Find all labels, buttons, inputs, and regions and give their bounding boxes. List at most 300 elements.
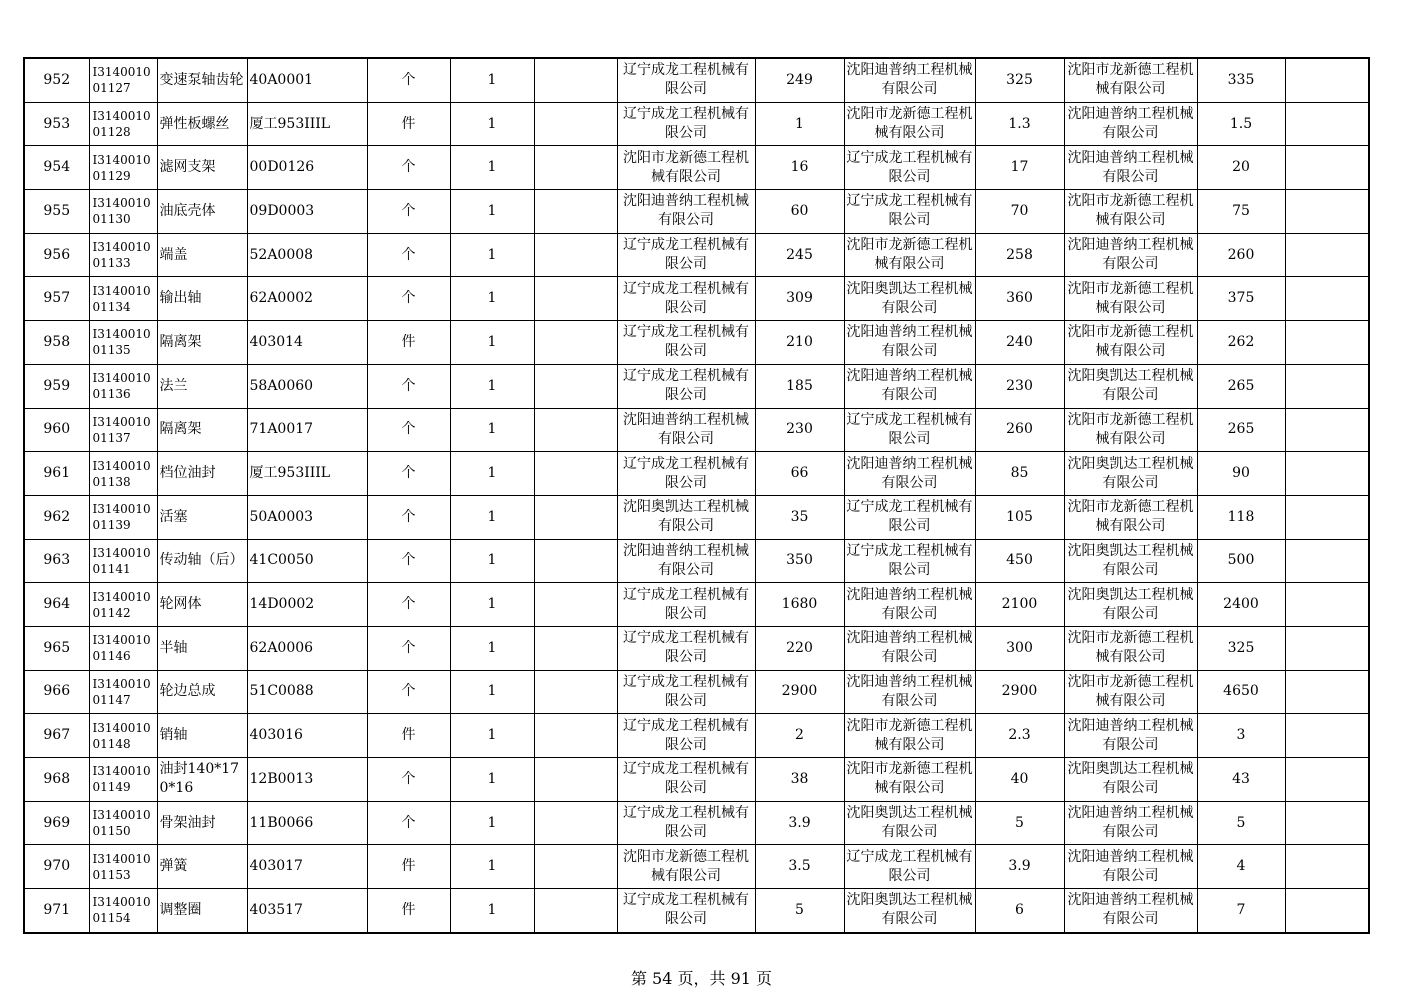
row-number-cell: 955 [24,190,89,234]
item-code-cell: I314001001141 [89,539,157,583]
supplier-2-cell: 辽宁成龙工程机械有限公司 [844,408,975,452]
quantity-cell: 1 [450,408,534,452]
note-cell [534,452,617,496]
table-row [24,670,1369,714]
remark-cell [1285,146,1369,190]
model-cell: 403017 [247,845,367,889]
model-cell: 403517 [247,889,367,933]
row-number-cell: 954 [24,146,89,190]
supplier-1-cell: 沈阳迪普纳工程机械有限公司 [617,190,755,234]
model-cell: 403016 [247,714,367,758]
price-2-cell: 240 [975,321,1064,365]
price-2-cell: 70 [975,190,1064,234]
row-number-cell: 953 [24,102,89,146]
row-number-cell: 967 [24,714,89,758]
supplier-2-cell: 沈阳市龙新德工程机械有限公司 [844,233,975,277]
supplier-3-cell: 沈阳市龙新德工程机械有限公司 [1064,495,1197,539]
supplier-2-cell: 沈阳奥凯达工程机械有限公司 [844,801,975,845]
supplier-1-cell: 辽宁成龙工程机械有限公司 [617,233,755,277]
item-name-cell: 轮网体 [157,583,247,627]
item-name-cell: 弹簧 [157,845,247,889]
price-1-cell: 350 [755,539,844,583]
table-row [24,190,1369,234]
table-row [24,801,1369,845]
price-3-cell: 7 [1197,889,1285,933]
price-2-cell: 230 [975,364,1064,408]
price-2-cell: 260 [975,408,1064,452]
quantity-cell: 1 [450,583,534,627]
item-code-cell: I314001001139 [89,495,157,539]
price-2-cell: 2900 [975,670,1064,714]
note-cell [534,758,617,802]
supplier-3-cell: 沈阳迪普纳工程机械有限公司 [1064,233,1197,277]
remark-cell [1285,102,1369,146]
supplier-2-cell: 沈阳迪普纳工程机械有限公司 [844,452,975,496]
supplier-1-cell: 沈阳迪普纳工程机械有限公司 [617,408,755,452]
note-cell [534,146,617,190]
price-2-cell: 5 [975,801,1064,845]
item-name-cell: 油底壳体 [157,190,247,234]
price-3-cell: 265 [1197,408,1285,452]
quantity-cell: 1 [450,321,534,365]
quantity-cell: 1 [450,190,534,234]
price-3-cell: 325 [1197,626,1285,670]
supplier-1-cell: 辽宁成龙工程机械有限公司 [617,670,755,714]
item-name-cell: 滤网支架 [157,146,247,190]
item-name-cell: 骨架油封 [157,801,247,845]
supplier-1-cell: 沈阳市龙新德工程机械有限公司 [617,146,755,190]
item-code-cell: I314001001138 [89,452,157,496]
supplier-2-cell: 沈阳迪普纳工程机械有限公司 [844,364,975,408]
supplier-2-cell: 沈阳市龙新德工程机械有限公司 [844,102,975,146]
supplier-2-cell: 沈阳迪普纳工程机械有限公司 [844,626,975,670]
price-3-cell: 2400 [1197,583,1285,627]
item-code-cell: I314001001149 [89,758,157,802]
quantity-cell: 1 [450,452,534,496]
model-cell: 51C0088 [247,670,367,714]
price-2-cell: 450 [975,539,1064,583]
row-number-cell: 952 [24,58,89,102]
price-1-cell: 3.5 [755,845,844,889]
supplier-3-cell: 沈阳奥凯达工程机械有限公司 [1064,758,1197,802]
model-cell: 50A0003 [247,495,367,539]
item-name-cell: 隔离架 [157,321,247,365]
note-cell [534,539,617,583]
supplier-1-cell: 沈阳奥凯达工程机械有限公司 [617,495,755,539]
item-code-cell: I314001001146 [89,626,157,670]
supplier-3-cell: 沈阳奥凯达工程机械有限公司 [1064,583,1197,627]
item-code-cell: I314001001150 [89,801,157,845]
price-1-cell: 66 [755,452,844,496]
price-3-cell: 4650 [1197,670,1285,714]
supplier-3-cell: 沈阳奥凯达工程机械有限公司 [1064,539,1197,583]
quantity-cell: 1 [450,495,534,539]
supplier-1-cell: 辽宁成龙工程机械有限公司 [617,626,755,670]
supplier-2-cell: 辽宁成龙工程机械有限公司 [844,495,975,539]
item-code-cell: I314001001128 [89,102,157,146]
item-code-cell: I314001001136 [89,364,157,408]
note-cell [534,58,617,102]
supplier-1-cell: 辽宁成龙工程机械有限公司 [617,758,755,802]
price-2-cell: 2.3 [975,714,1064,758]
remark-cell [1285,277,1369,321]
price-3-cell: 5 [1197,801,1285,845]
table-row [24,583,1369,627]
item-name-cell: 档位油封 [157,452,247,496]
item-code-cell: I314001001142 [89,583,157,627]
item-code-cell: I314001001130 [89,190,157,234]
price-1-cell: 5 [755,889,844,933]
supplier-2-cell: 沈阳奥凯达工程机械有限公司 [844,277,975,321]
price-3-cell: 265 [1197,364,1285,408]
model-cell: 403014 [247,321,367,365]
price-3-cell: 3 [1197,714,1285,758]
quantity-cell: 1 [450,58,534,102]
item-name-cell: 弹性板螺丝 [157,102,247,146]
row-number-cell: 960 [24,408,89,452]
supplier-2-cell: 辽宁成龙工程机械有限公司 [844,539,975,583]
price-1-cell: 249 [755,58,844,102]
supplier-2-cell: 辽宁成龙工程机械有限公司 [844,845,975,889]
row-number-cell: 969 [24,801,89,845]
price-1-cell: 38 [755,758,844,802]
note-cell [534,714,617,758]
supplier-3-cell: 沈阳迪普纳工程机械有限公司 [1064,102,1197,146]
supplier-3-cell: 沈阳奥凯达工程机械有限公司 [1064,452,1197,496]
note-cell [534,408,617,452]
model-cell: 58A0060 [247,364,367,408]
supplier-1-cell: 辽宁成龙工程机械有限公司 [617,801,755,845]
remark-cell [1285,670,1369,714]
supplier-3-cell: 沈阳迪普纳工程机械有限公司 [1064,801,1197,845]
item-code-cell: I314001001127 [89,58,157,102]
quantity-cell: 1 [450,102,534,146]
item-code-cell: I314001001135 [89,321,157,365]
table-row [24,452,1369,496]
price-3-cell: 4 [1197,845,1285,889]
unit-cell: 个 [367,190,450,234]
item-code-cell: I314001001137 [89,408,157,452]
unit-cell: 个 [367,758,450,802]
price-3-cell: 1.5 [1197,102,1285,146]
unit-cell: 个 [367,146,450,190]
model-cell: 00D0126 [247,146,367,190]
table-row [24,146,1369,190]
price-2-cell: 85 [975,452,1064,496]
row-number-cell: 956 [24,233,89,277]
price-2-cell: 3.9 [975,845,1064,889]
model-cell: 62A0006 [247,626,367,670]
supplier-1-cell: 辽宁成龙工程机械有限公司 [617,364,755,408]
supplier-3-cell: 沈阳迪普纳工程机械有限公司 [1064,146,1197,190]
item-code-cell: I314001001129 [89,146,157,190]
price-1-cell: 230 [755,408,844,452]
row-number-cell: 957 [24,277,89,321]
price-2-cell: 105 [975,495,1064,539]
quantity-cell: 1 [450,626,534,670]
model-cell: 14D0002 [247,583,367,627]
unit-cell: 个 [367,277,450,321]
price-1-cell: 210 [755,321,844,365]
model-cell: 09D0003 [247,190,367,234]
supplier-3-cell: 沈阳市龙新德工程机械有限公司 [1064,190,1197,234]
unit-cell: 个 [367,408,450,452]
model-cell: 厦工953IIIL [247,452,367,496]
remark-cell [1285,889,1369,933]
quantity-cell: 1 [450,801,534,845]
supplier-3-cell: 沈阳市龙新德工程机械有限公司 [1064,408,1197,452]
item-name-cell: 活塞 [157,495,247,539]
price-3-cell: 500 [1197,539,1285,583]
price-3-cell: 43 [1197,758,1285,802]
price-1-cell: 185 [755,364,844,408]
item-name-cell: 输出轴 [157,277,247,321]
unit-cell: 个 [367,452,450,496]
supplier-3-cell: 沈阳市龙新德工程机械有限公司 [1064,670,1197,714]
price-2-cell: 258 [975,233,1064,277]
price-1-cell: 3.9 [755,801,844,845]
quantity-cell: 1 [450,277,534,321]
quantity-cell: 1 [450,714,534,758]
price-2-cell: 40 [975,758,1064,802]
item-name-cell: 调整圈 [157,889,247,933]
price-3-cell: 335 [1197,58,1285,102]
row-number-cell: 958 [24,321,89,365]
remark-cell [1285,583,1369,627]
quantity-cell: 1 [450,233,534,277]
remark-cell [1285,452,1369,496]
quantity-cell: 1 [450,758,534,802]
price-1-cell: 1 [755,102,844,146]
price-1-cell: 16 [755,146,844,190]
supplier-3-cell: 沈阳市龙新德工程机械有限公司 [1064,277,1197,321]
table-row [24,539,1369,583]
model-cell: 71A0017 [247,408,367,452]
price-2-cell: 300 [975,626,1064,670]
row-number-cell: 970 [24,845,89,889]
item-name-cell: 传动轴（后） [157,539,247,583]
supplier-1-cell: 沈阳迪普纳工程机械有限公司 [617,539,755,583]
row-number-cell: 962 [24,495,89,539]
price-1-cell: 309 [755,277,844,321]
quantity-cell: 1 [450,364,534,408]
supplier-3-cell: 沈阳迪普纳工程机械有限公司 [1064,845,1197,889]
supplier-2-cell: 辽宁成龙工程机械有限公司 [844,146,975,190]
supplier-1-cell: 辽宁成龙工程机械有限公司 [617,889,755,933]
note-cell [534,626,617,670]
model-cell: 62A0002 [247,277,367,321]
model-cell: 12B0013 [247,758,367,802]
price-3-cell: 262 [1197,321,1285,365]
supplier-1-cell: 辽宁成龙工程机械有限公司 [617,452,755,496]
model-cell: 11B0066 [247,801,367,845]
supplier-1-cell: 辽宁成龙工程机械有限公司 [617,321,755,365]
price-2-cell: 1.3 [975,102,1064,146]
parts-price-table [23,57,1370,934]
supplier-1-cell: 沈阳市龙新德工程机械有限公司 [617,845,755,889]
price-3-cell: 375 [1197,277,1285,321]
row-number-cell: 961 [24,452,89,496]
item-name-cell: 半轴 [157,626,247,670]
supplier-2-cell: 辽宁成龙工程机械有限公司 [844,190,975,234]
supplier-2-cell: 沈阳市龙新德工程机械有限公司 [844,758,975,802]
row-number-cell: 964 [24,583,89,627]
quantity-cell: 1 [450,146,534,190]
table-row [24,714,1369,758]
remark-cell [1285,495,1369,539]
note-cell [534,321,617,365]
supplier-2-cell: 沈阳迪普纳工程机械有限公司 [844,58,975,102]
model-cell: 40A0001 [247,58,367,102]
price-2-cell: 325 [975,58,1064,102]
remark-cell [1285,408,1369,452]
price-3-cell: 75 [1197,190,1285,234]
supplier-1-cell: 辽宁成龙工程机械有限公司 [617,102,755,146]
price-1-cell: 220 [755,626,844,670]
table-row [24,233,1369,277]
price-2-cell: 17 [975,146,1064,190]
model-cell: 厦工953IIIL [247,102,367,146]
supplier-3-cell: 沈阳市龙新德工程机械有限公司 [1064,58,1197,102]
unit-cell: 件 [367,714,450,758]
unit-cell: 件 [367,845,450,889]
remark-cell [1285,364,1369,408]
item-name-cell: 变速泵轴齿轮 [157,58,247,102]
item-name-cell: 油封140*170*16 [157,758,247,802]
row-number-cell: 971 [24,889,89,933]
price-2-cell: 6 [975,889,1064,933]
note-cell [534,277,617,321]
row-number-cell: 963 [24,539,89,583]
remark-cell [1285,758,1369,802]
model-cell: 52A0008 [247,233,367,277]
row-number-cell: 966 [24,670,89,714]
note-cell [534,801,617,845]
note-cell [534,845,617,889]
remark-cell [1285,58,1369,102]
price-3-cell: 90 [1197,452,1285,496]
price-1-cell: 2 [755,714,844,758]
item-code-cell: I314001001148 [89,714,157,758]
unit-cell: 件 [367,321,450,365]
quantity-cell: 1 [450,539,534,583]
table-row [24,495,1369,539]
item-code-cell: I314001001147 [89,670,157,714]
page-footer: 第 54 页，共 91 页 [630,969,773,988]
remark-cell [1285,801,1369,845]
note-cell [534,364,617,408]
remark-cell [1285,321,1369,365]
remark-cell [1285,233,1369,277]
unit-cell: 个 [367,801,450,845]
supplier-2-cell: 沈阳迪普纳工程机械有限公司 [844,583,975,627]
supplier-3-cell: 沈阳迪普纳工程机械有限公司 [1064,889,1197,933]
price-1-cell: 60 [755,190,844,234]
unit-cell: 个 [367,539,450,583]
supplier-2-cell: 沈阳迪普纳工程机械有限公司 [844,321,975,365]
item-name-cell: 轮边总成 [157,670,247,714]
price-2-cell: 360 [975,277,1064,321]
item-code-cell: I314001001133 [89,233,157,277]
note-cell [534,190,617,234]
note-cell [534,670,617,714]
remark-cell [1285,626,1369,670]
price-1-cell: 1680 [755,583,844,627]
item-name-cell: 隔离架 [157,408,247,452]
remark-cell [1285,845,1369,889]
supplier-2-cell: 沈阳奥凯达工程机械有限公司 [844,889,975,933]
price-3-cell: 260 [1197,233,1285,277]
remark-cell [1285,539,1369,583]
remark-cell [1285,714,1369,758]
note-cell [534,495,617,539]
note-cell [534,233,617,277]
table-row [24,277,1369,321]
unit-cell: 件 [367,102,450,146]
table-row [24,364,1369,408]
table-row [24,758,1369,802]
supplier-2-cell: 沈阳迪普纳工程机械有限公司 [844,670,975,714]
supplier-2-cell: 沈阳市龙新德工程机械有限公司 [844,714,975,758]
unit-cell: 件 [367,889,450,933]
table-row [24,58,1369,102]
note-cell [534,583,617,627]
unit-cell: 个 [367,58,450,102]
table-row [24,889,1369,933]
unit-cell: 个 [367,364,450,408]
table-row [24,102,1369,146]
unit-cell: 个 [367,233,450,277]
note-cell [534,889,617,933]
price-1-cell: 35 [755,495,844,539]
unit-cell: 个 [367,626,450,670]
unit-cell: 个 [367,583,450,627]
supplier-3-cell: 沈阳奥凯达工程机械有限公司 [1064,364,1197,408]
item-name-cell: 法兰 [157,364,247,408]
table-row [24,408,1369,452]
price-1-cell: 245 [755,233,844,277]
supplier-3-cell: 沈阳市龙新德工程机械有限公司 [1064,626,1197,670]
unit-cell: 个 [367,670,450,714]
price-1-cell: 2900 [755,670,844,714]
model-cell: 41C0050 [247,539,367,583]
item-code-cell: I314001001134 [89,277,157,321]
item-name-cell: 销轴 [157,714,247,758]
unit-cell: 个 [367,495,450,539]
price-3-cell: 118 [1197,495,1285,539]
item-code-cell: I314001001154 [89,889,157,933]
quantity-cell: 1 [450,845,534,889]
table-body [24,58,1369,933]
remark-cell [1285,190,1369,234]
row-number-cell: 965 [24,626,89,670]
table-row [24,321,1369,365]
quantity-cell: 1 [450,670,534,714]
quantity-cell: 1 [450,889,534,933]
supplier-1-cell: 辽宁成龙工程机械有限公司 [617,714,755,758]
row-number-cell: 968 [24,758,89,802]
note-cell [534,102,617,146]
table-row [24,626,1369,670]
price-3-cell: 20 [1197,146,1285,190]
table-row [24,845,1369,889]
supplier-1-cell: 辽宁成龙工程机械有限公司 [617,58,755,102]
supplier-3-cell: 沈阳迪普纳工程机械有限公司 [1064,714,1197,758]
item-code-cell: I314001001153 [89,845,157,889]
supplier-1-cell: 辽宁成龙工程机械有限公司 [617,277,755,321]
supplier-1-cell: 辽宁成龙工程机械有限公司 [617,583,755,627]
row-number-cell: 959 [24,364,89,408]
